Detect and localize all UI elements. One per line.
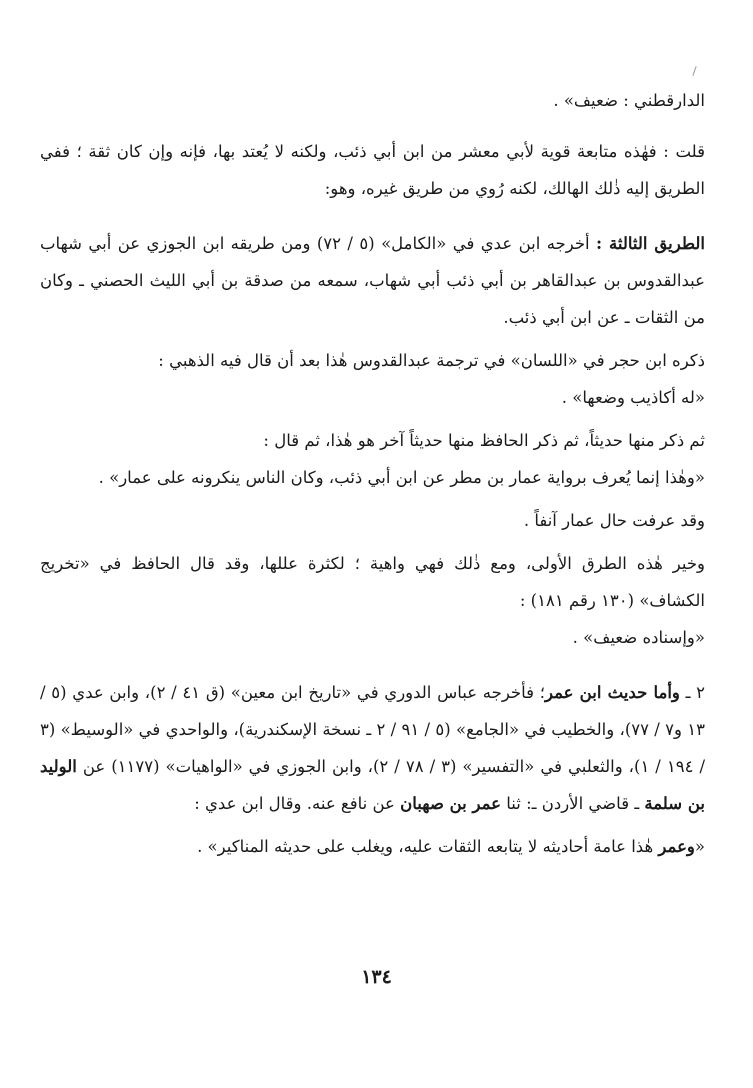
third-route-text: أخرجه ابن عدي في «الكامل» (٥ / ٧٢) ومن طريقه ابن الجوزي عن أبي شهاب عبدالقدوس بن عبدالقاهر بن أبي ذئب أبي شهاب، سمعه من صدقة بن أبي الليث الحصني ـ وكان من الثقات ـ عن ابن أبي ذئب. <box>40 234 705 327</box>
narrator-walid: الوليد بن سلمة <box>40 757 705 813</box>
narrator-umar-suhban: عمر بن صهبان <box>400 794 501 813</box>
third-route-heading: الطريق الثالثة : <box>596 234 705 253</box>
quote-ibn-adi-text: هٰذا عامة أحاديثه لا يتابعه الثقات عليه، ويغلب على حديثه المناكير» . <box>197 837 654 856</box>
ibn-umar-sources: ؛ فأخرجه عباس الدوري في «تاريخ ابن معين» (ق ٤١ / ٢)، وابن عدي (٥ / ١٣ و٧ / ٧٧)، والخطيب في «الجامع» (٥ / ٩١ / ٢ ـ نسخة الإسكندرية)، والواحدي في «الوسيط» (٣ / ١٩٤ / ١)، والثعلبي في «التفسير» (٣ / ٧٨ / ٢)، وابن الجوزي في «الواهيات» (١١٧٧) عن <box>40 683 706 776</box>
narrator-walid-note: ـ قاضي الأردن ـ: ثنا <box>506 794 640 813</box>
quote-umar: وعمر <box>658 837 695 856</box>
paragraph-author-comment: قلت : فهٰذه متابعة قوية لأبي معشر من ابن أبي ذئب، ولكنه لا يُعتد بها، فإنه وإن كان ثقة ؛ ففي الطريق إليه ذٰلك الهالك، لكنه رُوي من طريق غيره، وهو: <box>40 142 705 198</box>
paragraph-quote-ammar: «وهٰذا إنما يُعرف برواية عمار بن مطر عن ابن أبي ذئب، وكان الناس ينكرونه على عمار» . <box>98 468 705 487</box>
paragraph-daraqutni: الدارقطني : ضعيف» . <box>553 91 705 110</box>
paragraph-best-routes: وخير هٰذه الطرق الأولى، ومع ذٰلك فهي واهية ؛ لكثرة عللها، وقد قال الحافظ في «تخريج الكشاف» (١٣٠ رقم ١٨١) : <box>40 554 705 610</box>
paragraph-then-mentioned: ثم ذكر منها حديثاً، ثم ذكر الحافظ منها حديثاً آخر هو هٰذا، ثم قال : <box>263 431 705 450</box>
paragraph-quote-dhahabi: «له أكاذيب وضعها» . <box>561 388 705 407</box>
paragraph-quote-ibn-adi <box>40 828 705 865</box>
section-number: ٢ ـ <box>685 683 705 702</box>
paragraph-third-route <box>40 225 705 336</box>
paragraph-ibn-hajar: ذكره ابن حجر في «اللسان» في ترجمة عبدالقدوس هٰذا بعد أن قال فيه الذهبي : <box>158 351 705 370</box>
paragraph-ibn-umar-hadith <box>40 674 705 822</box>
ibn-umar-heading: وأما حديث ابن عمر <box>545 683 680 702</box>
quote-open: « <box>694 837 705 856</box>
page-number: ١٣٤ <box>361 966 392 988</box>
ibn-adi-said: عن نافع عنه. وقال ابن عدي : <box>194 794 395 813</box>
paragraph-ammar-state: وقد عرفت حال عمار آنفاً . <box>523 511 705 530</box>
stray-pen-mark <box>692 66 696 76</box>
paragraph-quote-weak: «وإسناده ضعيف» . <box>572 628 705 647</box>
page-body <box>40 82 705 865</box>
